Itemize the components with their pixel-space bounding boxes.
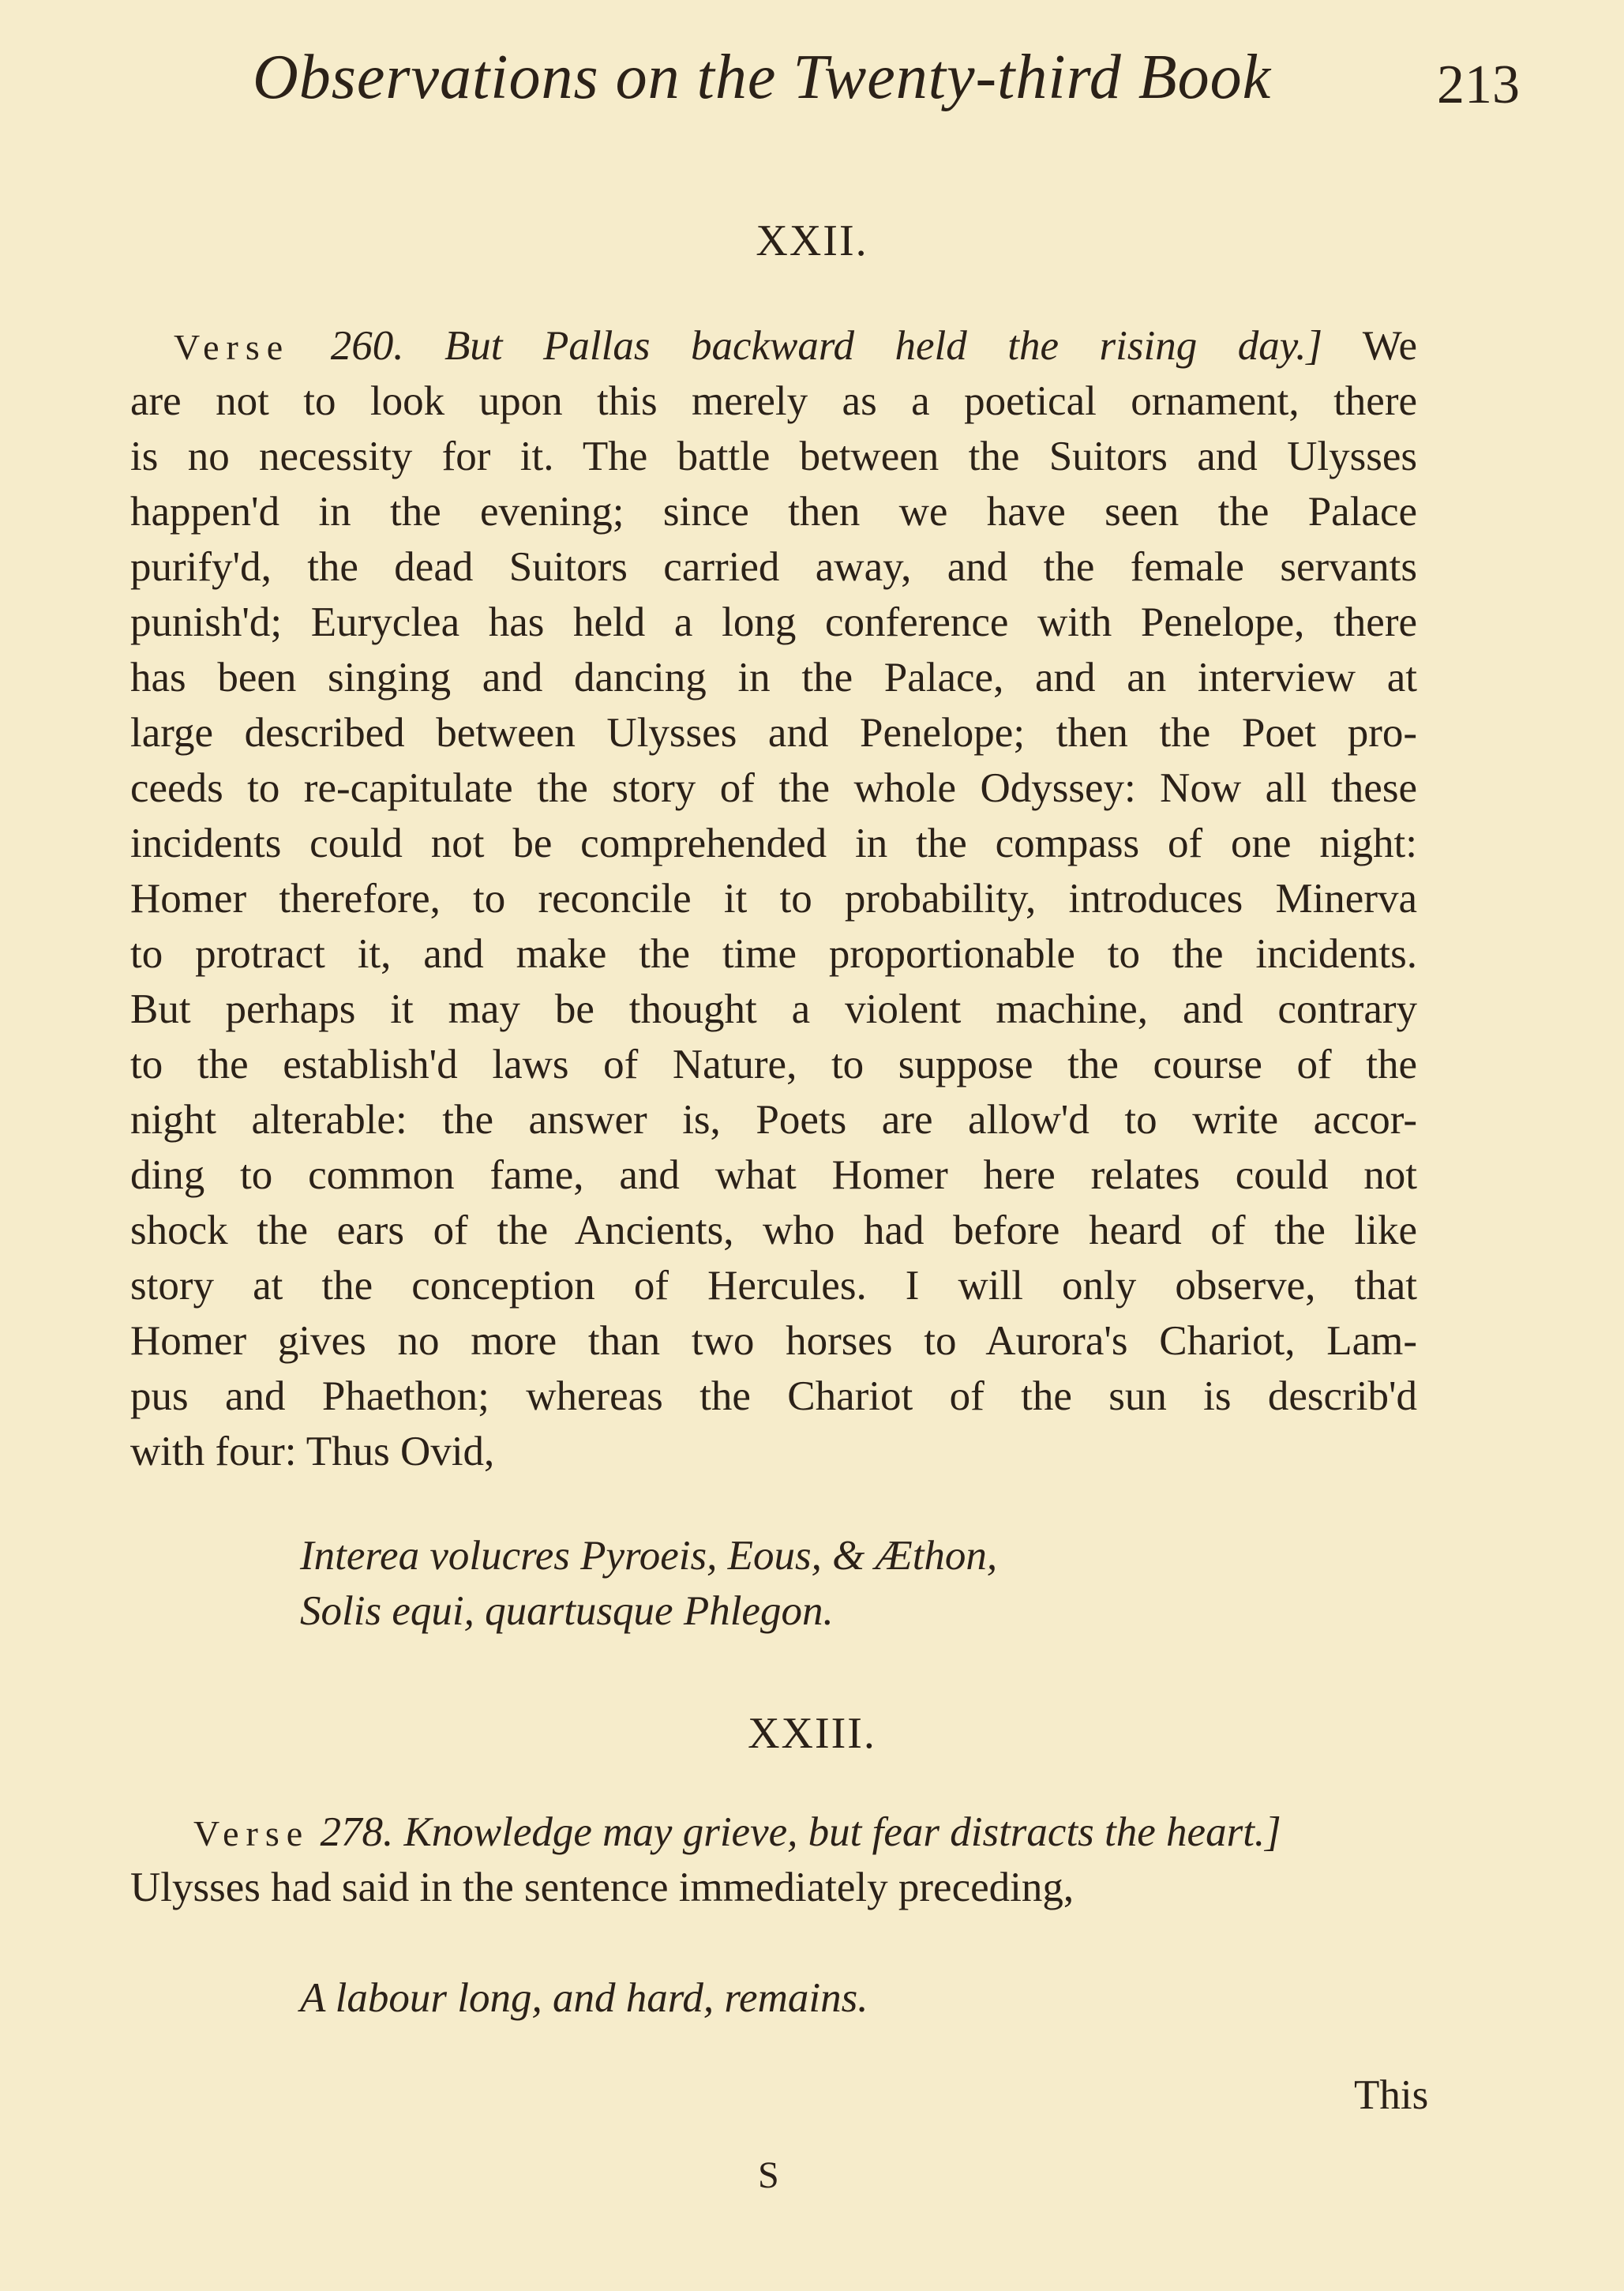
quotation-line: Interea volucres Pyroeis, Eous, & Æthon, — [300, 1533, 998, 1579]
text-line: has been singing and dancing in the Palace, and an interview at — [130, 655, 1417, 700]
text-line: story at the conception of Hercules. I will only observe, that — [130, 1263, 1417, 1309]
verse-label: Verse — [174, 327, 291, 367]
verse-label: Verse — [193, 1813, 310, 1853]
verse-number: 278. — [320, 1809, 394, 1855]
catchword: This — [1354, 2072, 1429, 2118]
text-line: happen'd in the evening; since then we have seen the Palace — [130, 489, 1417, 535]
text-line: shock the ears of the Ancients, who had before heard of the like — [130, 1207, 1417, 1253]
page-number: 213 — [1437, 54, 1520, 115]
text-line: Homer therefore, to reconcile it to probability, introduces Minerva — [130, 876, 1417, 922]
text-line: to protract it, and make the time proportionable to the incidents. — [130, 931, 1417, 977]
running-title: Observations on the Twenty-third Book — [253, 43, 1272, 112]
text-line: punish'd; Euryclea has held a long conference with Penelope, there — [130, 599, 1417, 645]
text-line: ding to common fame, and what Homer here relates could not — [130, 1152, 1417, 1198]
note-xxii-opening-line — [130, 318, 1417, 375]
text-line: to the establish'd laws of Nature, to suppose the course of the — [130, 1042, 1417, 1087]
text-line: are not to look upon this merely as a poetical ornament, there — [130, 378, 1417, 424]
text-line: Ulysses had said in the sentence immediately preceding, — [130, 1865, 1075, 1910]
signature-mark: S — [758, 2154, 779, 2196]
text-line: is no necessity for it. The battle between the Suitors and Ulysses — [130, 434, 1417, 479]
text-line: with four: Thus Ovid, — [130, 1429, 495, 1474]
lemma: But Pallas backward held the rising day.] — [444, 323, 1323, 369]
text-line: night alterable: the answer is, Poets are allow'd to write accor- — [130, 1097, 1417, 1143]
note-xxiii-opening-line — [130, 1805, 1417, 1861]
quotation-line: Solis equi, quartusque Phlegon. — [300, 1588, 834, 1634]
text-line: But perhaps it may be thought a violent machine, and contrary — [130, 986, 1417, 1032]
text-line: We — [1362, 323, 1418, 369]
text-line: ceeds to re-capitulate the story of the whole Odyssey: Now all these — [130, 765, 1417, 811]
text-line: Homer gives no more than two horses to Aurora's Chariot, Lam- — [130, 1318, 1417, 1364]
note-heading-xxiii: XXIII. — [748, 1709, 876, 1758]
text-line: purify'd, the dead Suitors carried away, and the female servants — [130, 544, 1417, 590]
text-line: large described between Ulysses and Penelope; then the Poet pro- — [130, 710, 1417, 756]
running-head — [253, 38, 1520, 117]
verse-number: 260. — [330, 323, 404, 369]
note-heading-xxii: XXII. — [756, 216, 868, 265]
lemma: Knowledge may grieve, but fear distracts the heart.] — [403, 1809, 1281, 1855]
text-line: incidents could not be comprehended in the compass of one night: — [130, 821, 1417, 866]
text-line: pus and Phaethon; whereas the Chariot of the sun is describ'd — [130, 1373, 1417, 1419]
quotation-line: A labour long, and hard, remains. — [300, 1975, 868, 2021]
